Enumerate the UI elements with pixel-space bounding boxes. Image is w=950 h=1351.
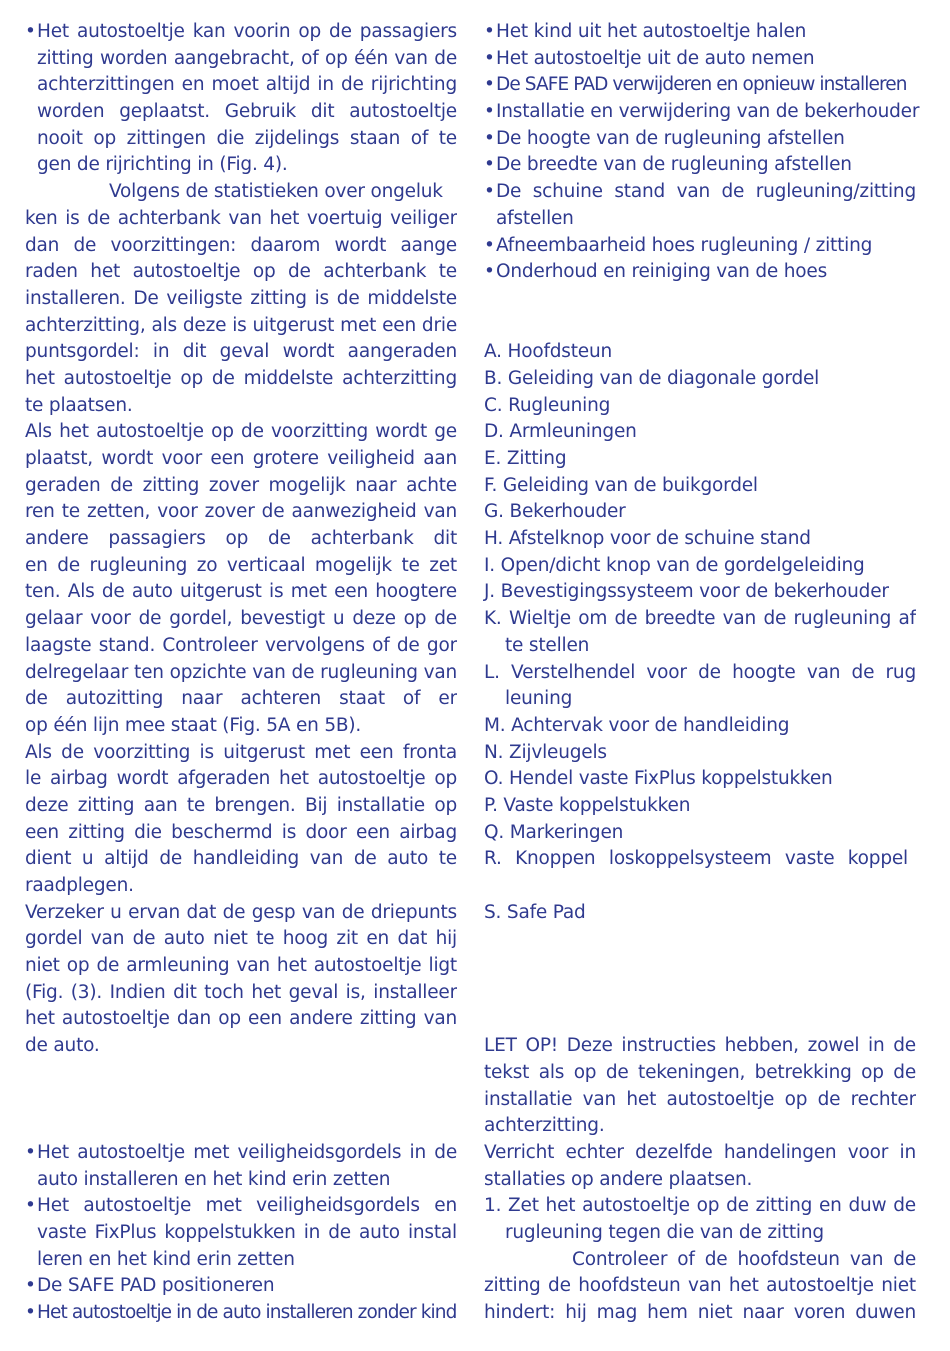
text-line: dient u altijd de handleiding van de auto te xyxy=(25,848,457,870)
text-line: auto installeren en het kind erin zetten xyxy=(37,1168,391,1190)
bullet-line: • Het autostoeltje met veiligheidsgordels in de xyxy=(25,1140,457,1167)
step-item: 1. Zet het autostoeltje op de zitting en duw de xyxy=(484,1195,916,1217)
spacer xyxy=(484,926,916,953)
text-line: Als het autostoeltje op de voorzitting wordt ge xyxy=(25,421,457,443)
part-item: C. Rugleuning xyxy=(484,394,611,416)
text-line: raadplegen. xyxy=(25,875,134,896)
text-line: laagste stand. Controleer vervolgens of de gor xyxy=(25,634,457,656)
bullet-line: • Het autostoeltje met veiligheidsgordels en xyxy=(25,1193,457,1220)
text-line: le airbag wordt afgeraden het autostoeltje op xyxy=(25,768,457,790)
part-item: O. Hendel vaste FixPlus koppelstukken xyxy=(484,768,833,790)
text-line: Als de voorzitting is uitgerust met een fronta xyxy=(25,741,457,763)
notice-line: Verricht echter dezelfde handelingen voor in xyxy=(484,1141,916,1163)
notice-line: installatie van het autostoeltje op de rechter xyxy=(484,1088,916,1110)
text-line: installeren. De veiligste zitting is de middelste xyxy=(25,287,457,309)
part-item-continued: te stellen xyxy=(505,634,590,656)
spacer xyxy=(484,873,916,900)
text-line: (Fig. (3). Indien dit toch het geval is, installeer xyxy=(25,981,457,1003)
bullet-line: • Afneembaarheid hoes rugleuning / zitting xyxy=(484,233,916,260)
text-line: ken is de achterbank van het voertuig veiliger xyxy=(25,207,457,229)
bullet-line: • Onderhoud en reiniging van de hoes xyxy=(484,259,916,286)
bullet-line: • De SAFE PAD verwijderen en opnieuw installeren xyxy=(484,72,916,99)
text-line: en de rugleuning zo verticaal mogelijk te zet xyxy=(25,554,457,576)
part-item-continued: leuning xyxy=(505,688,573,710)
spacer xyxy=(484,980,916,1007)
bullet-line: • Installatie en verwijdering van de bekerhouder xyxy=(484,99,916,126)
bullet-line: • De SAFE PAD positioneren xyxy=(25,1273,457,1300)
text-line: nooit op zittingen die zijdelings staan of te xyxy=(37,127,457,149)
bullet-line: • De breedte van de rugleuning afstellen xyxy=(484,152,916,179)
left-column xyxy=(25,19,457,1327)
text-line: ren te zetten, voor zover de aanwezigheid van xyxy=(25,501,457,523)
notice-line: achterzitting. xyxy=(484,1115,605,1137)
notice-line: Controleer of de hoofdsteun van de xyxy=(572,1248,916,1270)
spacer xyxy=(484,1006,916,1033)
text-line: afstellen xyxy=(496,207,574,229)
part-item: A. Hoofdsteun xyxy=(484,341,613,363)
text-line: andere passagiers op de achterbank dit xyxy=(25,528,457,550)
part-item: I. Open/dicht knop van de gordelgeleiding xyxy=(484,554,865,576)
text-line: gen de rijrichting in (Fig. 4). xyxy=(37,154,288,176)
text-line: gordel van de auto niet te hoog zit en dat hij xyxy=(25,928,457,950)
text-line: dan de voorzittingen: daarom wordt aange xyxy=(25,234,457,256)
text-line: raden het autostoeltje op de achterbank te xyxy=(25,261,457,283)
text-line: Volgens de statistieken over ongeluk xyxy=(109,181,443,203)
bullet-line: • De hoogte van de rugleuning afstellen xyxy=(484,126,916,153)
part-item: S. Safe Pad xyxy=(484,901,586,923)
part-item: B. Geleiding van de diagonale gordel xyxy=(484,367,820,389)
text-line: deze zitting aan te brengen. Bij installatie op xyxy=(25,794,457,816)
text-line: op één lijn mee staat (Fig. 5A en 5B). xyxy=(25,714,362,736)
bullet-line: • Het autostoeltje uit de auto nemen xyxy=(484,46,916,73)
text-line: plaatst, wordt voor een grotere veiligheid aan xyxy=(25,448,457,469)
spacer xyxy=(25,1087,457,1114)
text-line: een zitting die beschermd is door een airbag xyxy=(25,821,457,843)
text-line: te plaatsen. xyxy=(25,394,133,416)
text-line: ten. Als de auto uitgerust is met een hoogtere xyxy=(25,581,457,603)
notice-line: stallaties op andere plaatsen. xyxy=(484,1168,753,1190)
spacer xyxy=(484,286,916,313)
text-line: het autostoeltje dan op een andere zitting van xyxy=(25,1008,457,1030)
text-line: gelaar voor de gordel, bevestigt u deze op de xyxy=(25,608,457,630)
part-item: P. Vaste koppelstukken xyxy=(484,794,691,816)
part-item: Q. Markeringen xyxy=(484,821,624,843)
text-line: leren en het kind erin zetten xyxy=(37,1248,295,1270)
text-line: puntsgordel: in dit geval wordt aangeraden xyxy=(25,341,457,363)
part-item: L. Verstelhendel voor de hoogte van de rug xyxy=(484,661,916,683)
text-line: het autostoeltje op de middelste achterzitting xyxy=(25,367,457,389)
part-item: H. Afstelknop voor de schuine stand xyxy=(484,528,811,550)
bullet-line: • Het autostoeltje kan voorin op de passagiers xyxy=(25,19,457,46)
text-line: achterzittingen en moet altijd in de rijrichting xyxy=(37,74,457,96)
spacer xyxy=(25,1060,457,1087)
notice-line: zitting de hoofdsteun van het autostoeltje niet xyxy=(484,1275,916,1297)
right-column xyxy=(484,19,920,1327)
part-item: J. Bevestigingssysteem voor de bekerhouder xyxy=(484,581,889,603)
bullet-line: • De schuine stand van de rugleuning/zitting xyxy=(484,179,916,206)
text-line: zitting worden aangebracht, of op één van de xyxy=(37,47,457,69)
text-line: geraden de zitting zover mogelijk naar achte xyxy=(25,474,457,496)
text-line: vaste FixPlus koppelstukken in de auto instal xyxy=(37,1221,457,1243)
bullet-line: • Het autostoeltje in de auto installeren zonder kind xyxy=(25,1300,457,1327)
part-item: N. Zijvleugels xyxy=(484,741,607,763)
part-item: M. Achtervak voor de handleiding xyxy=(484,714,790,736)
part-item: R. Knoppen loskoppelsysteem vaste koppel xyxy=(484,848,908,870)
notice-line: hindert: hij mag hem niet naar voren duwen xyxy=(484,1302,916,1323)
bullet-line: • Het kind uit het autostoeltje halen xyxy=(484,19,916,46)
text-line: delregelaar ten opzichte van de rugleuning van xyxy=(25,661,457,683)
spacer xyxy=(484,953,916,980)
notice-line: LET OP! Deze instructies hebben, zowel in de xyxy=(484,1035,916,1057)
text-line: Verzeker u ervan dat de gesp van de driepunts xyxy=(25,901,457,923)
step-item-continued: rugleuning tegen die van de zitting xyxy=(505,1221,824,1243)
part-item: K. Wieltje om de breedte van de rugleuning af xyxy=(484,608,916,630)
text-line: niet op de armleuning van het autostoeltje ligt xyxy=(25,955,457,977)
text-line: de autozitting naar achteren staat of er xyxy=(25,688,457,710)
part-item: G. Bekerhouder xyxy=(484,501,626,523)
spacer xyxy=(25,1113,457,1140)
part-item: E. Zitting xyxy=(484,448,567,469)
text-line: worden geplaatst. Gebruik dit autostoeltje xyxy=(37,101,457,123)
text-line: de auto. xyxy=(25,1035,100,1057)
part-item: F. Geleiding van de buikgordel xyxy=(484,474,758,496)
text-line: achterzitting, als deze is uitgerust met een drie xyxy=(25,314,457,336)
notice-line: tekst als op de tekeningen, betrekking op de xyxy=(484,1061,916,1083)
part-item: D. Armleuningen xyxy=(484,421,637,443)
spacer xyxy=(484,313,916,340)
